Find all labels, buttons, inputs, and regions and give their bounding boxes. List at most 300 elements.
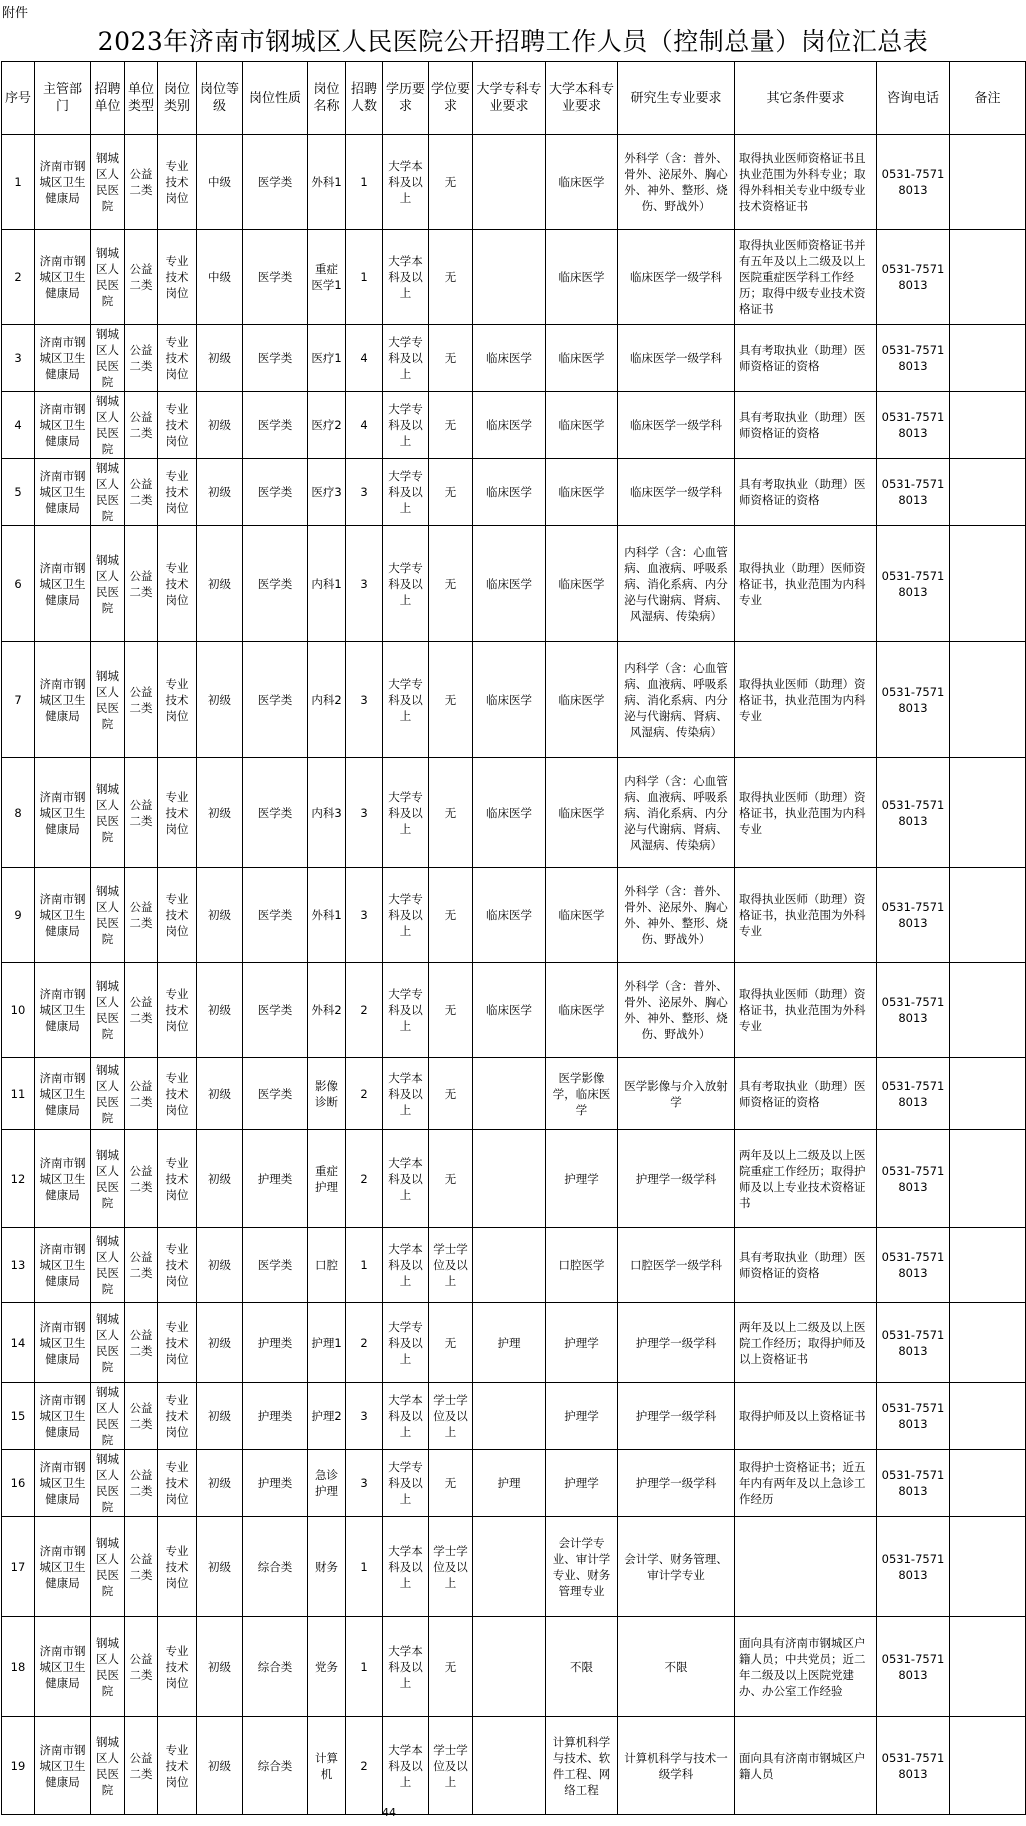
cell-no: 11 — [2, 1058, 35, 1130]
cell-dept: 济南市钢城区卫生健康局 — [35, 1450, 91, 1517]
cell-utype: 公益二类 — [125, 459, 158, 526]
cell-nature: 综合类 — [243, 1517, 308, 1617]
cell-grad: 外科学（含：普外、骨外、泌尿外、胸心外、神外、整形、烧伤、野战外） — [618, 963, 735, 1058]
cell-phone: 0531-75718013 — [877, 1517, 950, 1617]
cell-grad: 护理学一级学科 — [618, 1130, 735, 1228]
cell-other: 两年及以上二级及以上医院工作经历；取得护师及以上资格证书 — [735, 1303, 877, 1383]
cell-post: 外科2 — [308, 963, 346, 1058]
cell-degree: 无 — [429, 526, 473, 642]
cell-unit: 钢城区人民医院 — [91, 1617, 125, 1717]
cell-utype: 公益二类 — [125, 1617, 158, 1717]
cell-degree: 无 — [429, 758, 473, 868]
cell-note — [950, 526, 1026, 642]
cell-grad: 不限 — [618, 1617, 735, 1717]
cell-utype: 公益二类 — [125, 230, 158, 325]
cell-note — [950, 1617, 1026, 1717]
cell-utype: 公益二类 — [125, 1517, 158, 1617]
cell-grad: 临床医学一级学科 — [618, 459, 735, 526]
cell-num: 3 — [346, 642, 383, 758]
cell-phone: 0531-75718013 — [877, 758, 950, 868]
cell-unit: 钢城区人民医院 — [91, 1383, 125, 1450]
cell-level: 初级 — [197, 642, 243, 758]
cell-unit: 钢城区人民医院 — [91, 1450, 125, 1517]
cell-other: 取得执业（助理）医师资格证书，执业范围为内科专业 — [735, 526, 877, 642]
cell-cat: 专业技术岗位 — [158, 1058, 197, 1130]
cell-bachelor: 会计学专业、审计学专业、财务管理专业 — [546, 1517, 618, 1617]
cell-num: 3 — [346, 758, 383, 868]
cell-level: 中级 — [197, 135, 243, 230]
cell-utype: 公益二类 — [125, 1383, 158, 1450]
cell-unit: 钢城区人民医院 — [91, 526, 125, 642]
cell-other: 取得护士资格证书；近五年内有两年及以上急诊工作经历 — [735, 1450, 877, 1517]
cell-no: 8 — [2, 758, 35, 868]
cell-cat: 专业技术岗位 — [158, 1517, 197, 1617]
cell-unit: 钢城区人民医院 — [91, 1228, 125, 1303]
cell-num: 2 — [346, 1058, 383, 1130]
table-row — [2, 1130, 1026, 1228]
cell-note — [950, 868, 1026, 963]
header-cell: 备注 — [950, 62, 1026, 135]
cell-cat: 专业技术岗位 — [158, 135, 197, 230]
cell-level: 初级 — [197, 868, 243, 963]
cell-edu: 大学本科及以上 — [383, 135, 429, 230]
cell-edu: 大学本科及以上 — [383, 1717, 429, 1815]
cell-other: 两年及以上二级及以上医院重症工作经历；取得护师及以上专业技术资格证书 — [735, 1130, 877, 1228]
cell-bachelor: 临床医学 — [546, 135, 618, 230]
cell-level: 初级 — [197, 1617, 243, 1717]
cell-dept: 济南市钢城区卫生健康局 — [35, 135, 91, 230]
page-footer — [0, 1806, 1026, 1822]
table-row — [2, 642, 1026, 758]
cell-dept: 济南市钢城区卫生健康局 — [35, 642, 91, 758]
cell-edu: 大学专科及以上 — [383, 526, 429, 642]
cell-grad: 护理学一级学科 — [618, 1303, 735, 1383]
cell-note — [950, 1058, 1026, 1130]
cell-phone: 0531-75718013 — [877, 392, 950, 459]
table-row — [2, 1450, 1026, 1517]
cell-grad: 内科学（含：心血管病、血液病、呼吸系病、消化系病、内分泌与代谢病、肾病、风湿病、传染病） — [618, 642, 735, 758]
cell-edu: 大学本科及以上 — [383, 1517, 429, 1617]
cell-utype: 公益二类 — [125, 1303, 158, 1383]
cell-level: 初级 — [197, 1058, 243, 1130]
cell-grad: 会计学、财务管理、审计学专业 — [618, 1517, 735, 1617]
cell-num: 1 — [346, 1617, 383, 1717]
cell-nature: 医学类 — [243, 1228, 308, 1303]
cell-level: 初级 — [197, 963, 243, 1058]
cell-edu: 大学专科及以上 — [383, 325, 429, 392]
cell-phone: 0531-75718013 — [877, 963, 950, 1058]
cell-note — [950, 1383, 1026, 1450]
table-row — [2, 1717, 1026, 1815]
cell-cat: 专业技术岗位 — [158, 325, 197, 392]
table-row — [2, 1058, 1026, 1130]
cell-note — [950, 459, 1026, 526]
cell-no: 16 — [2, 1450, 35, 1517]
cell-junior: 临床医学 — [473, 642, 546, 758]
cell-other: 具有考取执业（助理）医师资格证的资格 — [735, 1228, 877, 1303]
cell-level: 初级 — [197, 1517, 243, 1617]
cell-nature: 医学类 — [243, 230, 308, 325]
cell-junior: 临床医学 — [473, 758, 546, 868]
cell-junior: 临床医学 — [473, 325, 546, 392]
cell-edu: 大学专科及以上 — [383, 1450, 429, 1517]
cell-level: 初级 — [197, 1717, 243, 1815]
cell-degree: 无 — [429, 325, 473, 392]
table-row — [2, 459, 1026, 526]
cell-unit: 钢城区人民医院 — [91, 758, 125, 868]
table-row — [2, 1303, 1026, 1383]
cell-unit: 钢城区人民医院 — [91, 325, 125, 392]
cell-post: 内科1 — [308, 526, 346, 642]
header-cell: 招聘人数 — [346, 62, 383, 135]
cell-junior — [473, 1058, 546, 1130]
cell-edu: 大学本科及以上 — [383, 1383, 429, 1450]
cell-phone: 0531-75718013 — [877, 526, 950, 642]
cell-post: 医疗1 — [308, 325, 346, 392]
cell-other: 面向具有济南市钢城区户籍人员；中共党员；近二年二级及以上医院党建办、办公室工作经验 — [735, 1617, 877, 1717]
cell-dept: 济南市钢城区卫生健康局 — [35, 325, 91, 392]
cell-no: 3 — [2, 325, 35, 392]
cell-num: 2 — [346, 1130, 383, 1228]
cell-edu: 大学专科及以上 — [383, 963, 429, 1058]
cell-other: 具有考取执业（助理）医师资格证的资格 — [735, 1058, 877, 1130]
cell-other: 具有考取执业（助理）医师资格证的资格 — [735, 325, 877, 392]
cell-cat: 专业技术岗位 — [158, 392, 197, 459]
cell-edu: 大学专科及以上 — [383, 1303, 429, 1383]
cell-level: 初级 — [197, 459, 243, 526]
cell-post: 内科3 — [308, 758, 346, 868]
cell-post: 医疗2 — [308, 392, 346, 459]
cell-dept: 济南市钢城区卫生健康局 — [35, 1717, 91, 1815]
cell-edu: 大学专科及以上 — [383, 459, 429, 526]
cell-utype: 公益二类 — [125, 642, 158, 758]
cell-level: 初级 — [197, 526, 243, 642]
cell-note — [950, 1450, 1026, 1517]
cell-post: 影像诊断 — [308, 1058, 346, 1130]
cell-unit: 钢城区人民医院 — [91, 642, 125, 758]
cell-utype: 公益二类 — [125, 526, 158, 642]
cell-degree: 无 — [429, 1450, 473, 1517]
cell-post: 重症护理 — [308, 1130, 346, 1228]
cell-note — [950, 325, 1026, 392]
cell-junior: 临床医学 — [473, 526, 546, 642]
cell-post: 党务 — [308, 1617, 346, 1717]
cell-bachelor: 临床医学 — [546, 758, 618, 868]
cell-no: 14 — [2, 1303, 35, 1383]
cell-phone: 0531-75718013 — [877, 1617, 950, 1717]
cell-degree: 无 — [429, 392, 473, 459]
cell-bachelor: 口腔医学 — [546, 1228, 618, 1303]
cell-edu: 大学本科及以上 — [383, 1617, 429, 1717]
cell-nature: 医学类 — [243, 459, 308, 526]
cell-other: 取得执业医师（助理）资格证书，执业范围为内科专业 — [735, 758, 877, 868]
document-title: 2023年济南市钢城区人民医院公开招聘工作人员（控制总量）岗位汇总表 — [97, 27, 929, 56]
cell-no: 5 — [2, 459, 35, 526]
table-body — [2, 135, 1026, 1815]
table-row — [2, 868, 1026, 963]
cell-cat: 专业技术岗位 — [158, 1717, 197, 1815]
cell-nature: 医学类 — [243, 135, 308, 230]
cell-degree: 无 — [429, 230, 473, 325]
cell-bachelor: 临床医学 — [546, 868, 618, 963]
cell-utype: 公益二类 — [125, 1130, 158, 1228]
header-cell: 其它条件要求 — [735, 62, 877, 135]
cell-phone: 0531-75718013 — [877, 642, 950, 758]
cell-post: 护理1 — [308, 1303, 346, 1383]
cell-level: 初级 — [197, 1228, 243, 1303]
cell-no: 7 — [2, 642, 35, 758]
cell-junior — [473, 1717, 546, 1815]
cell-grad: 临床医学一级学科 — [618, 325, 735, 392]
cell-no: 9 — [2, 868, 35, 963]
cell-num: 3 — [346, 526, 383, 642]
cell-note — [950, 1717, 1026, 1815]
cell-degree: 无 — [429, 963, 473, 1058]
cell-level: 初级 — [197, 1303, 243, 1383]
header-cell: 序号 — [2, 62, 35, 135]
cell-nature: 医学类 — [243, 642, 308, 758]
cell-dept: 济南市钢城区卫生健康局 — [35, 868, 91, 963]
table-row — [2, 392, 1026, 459]
cell-unit: 钢城区人民医院 — [91, 392, 125, 459]
cell-phone: 0531-75718013 — [877, 1717, 950, 1815]
cell-note — [950, 758, 1026, 868]
cell-unit: 钢城区人民医院 — [91, 1130, 125, 1228]
cell-utype: 公益二类 — [125, 325, 158, 392]
cell-other: 取得执业医师资格证书且执业范围为外科专业；取得外科相关专业中级专业技术资格证书 — [735, 135, 877, 230]
header-cell: 大学本科专业要求 — [546, 62, 618, 135]
cell-post: 计算机 — [308, 1717, 346, 1815]
cell-nature: 护理类 — [243, 1450, 308, 1517]
cell-num: 3 — [346, 459, 383, 526]
header-cell: 岗位等级 — [197, 62, 243, 135]
cell-bachelor: 临床医学 — [546, 963, 618, 1058]
cell-nature: 医学类 — [243, 325, 308, 392]
cell-note — [950, 1130, 1026, 1228]
cell-dept: 济南市钢城区卫生健康局 — [35, 1058, 91, 1130]
cell-bachelor: 临床医学 — [546, 642, 618, 758]
cell-cat: 专业技术岗位 — [158, 1450, 197, 1517]
header-cell: 咨询电话 — [877, 62, 950, 135]
cell-junior: 临床医学 — [473, 392, 546, 459]
table-row — [2, 1228, 1026, 1303]
cell-nature: 护理类 — [243, 1383, 308, 1450]
cell-post: 外科1 — [308, 135, 346, 230]
cell-junior — [473, 1228, 546, 1303]
cell-nature: 医学类 — [243, 392, 308, 459]
header-cell: 岗位名称 — [308, 62, 346, 135]
cell-num: 2 — [346, 1717, 383, 1815]
cell-note — [950, 230, 1026, 325]
cell-other: 取得执业医师（助理）资格证书，执业范围为内科专业 — [735, 642, 877, 758]
cell-dept: 济南市钢城区卫生健康局 — [35, 758, 91, 868]
cell-cat: 专业技术岗位 — [158, 1130, 197, 1228]
cell-num: 1 — [346, 1228, 383, 1303]
cell-nature: 医学类 — [243, 868, 308, 963]
cell-note — [950, 1517, 1026, 1617]
cell-bachelor: 计算机科学与技术、软件工程、网络工程 — [546, 1717, 618, 1815]
cell-edu: 大学专科及以上 — [383, 758, 429, 868]
cell-phone: 0531-75718013 — [877, 1228, 950, 1303]
cell-dept: 济南市钢城区卫生健康局 — [35, 459, 91, 526]
cell-utype: 公益二类 — [125, 1228, 158, 1303]
header-cell: 学历要求 — [383, 62, 429, 135]
cell-bachelor: 护理学 — [546, 1383, 618, 1450]
table-row — [2, 758, 1026, 868]
cell-phone: 0531-75718013 — [877, 1130, 950, 1228]
cell-edu: 大学专科及以上 — [383, 642, 429, 758]
cell-dept: 济南市钢城区卫生健康局 — [35, 1517, 91, 1617]
cell-bachelor: 临床医学 — [546, 459, 618, 526]
header-row — [2, 62, 1026, 135]
cell-nature: 护理类 — [243, 1303, 308, 1383]
cell-nature: 综合类 — [243, 1617, 308, 1717]
cell-grad: 内科学（含：心血管病、血液病、呼吸系病、消化系病、内分泌与代谢病、肾病、风湿病、传染病） — [618, 526, 735, 642]
cell-other: 取得护师及以上资格证书 — [735, 1383, 877, 1450]
table-row — [2, 325, 1026, 392]
cell-num: 3 — [346, 1450, 383, 1517]
cell-junior: 护理 — [473, 1303, 546, 1383]
table-row — [2, 230, 1026, 325]
cell-unit: 钢城区人民医院 — [91, 868, 125, 963]
cell-num: 1 — [346, 135, 383, 230]
cell-note — [950, 1228, 1026, 1303]
cell-utype: 公益二类 — [125, 1450, 158, 1517]
cell-unit: 钢城区人民医院 — [91, 1717, 125, 1815]
cell-note — [950, 1303, 1026, 1383]
cell-cat: 专业技术岗位 — [158, 758, 197, 868]
cell-grad: 护理学一级学科 — [618, 1383, 735, 1450]
cell-dept: 济南市钢城区卫生健康局 — [35, 1130, 91, 1228]
header-cell: 主管部门 — [35, 62, 91, 135]
cell-edu: 大学本科及以上 — [383, 1130, 429, 1228]
cell-cat: 专业技术岗位 — [158, 459, 197, 526]
recruitment-table — [1, 61, 1026, 1815]
cell-no: 6 — [2, 526, 35, 642]
cell-phone: 0531-75718013 — [877, 325, 950, 392]
cell-edu: 大学专科及以上 — [383, 392, 429, 459]
cell-post: 内科2 — [308, 642, 346, 758]
cell-note — [950, 392, 1026, 459]
cell-other — [735, 1517, 877, 1617]
cell-no: 10 — [2, 963, 35, 1058]
cell-grad: 外科学（含：普外、骨外、泌尿外、胸心外、神外、整形、烧伤、野战外） — [618, 135, 735, 230]
cell-bachelor: 护理学 — [546, 1130, 618, 1228]
cell-unit: 钢城区人民医院 — [91, 963, 125, 1058]
cell-post: 重症医学1 — [308, 230, 346, 325]
cell-phone: 0531-75718013 — [877, 1450, 950, 1517]
cell-other: 面向具有济南市钢城区户籍人员 — [735, 1717, 877, 1815]
cell-junior: 护理 — [473, 1450, 546, 1517]
cell-note — [950, 135, 1026, 230]
cell-bachelor: 临床医学 — [546, 392, 618, 459]
cell-degree: 无 — [429, 1058, 473, 1130]
cell-other: 具有考取执业（助理）医师资格证的资格 — [735, 459, 877, 526]
cell-no: 4 — [2, 392, 35, 459]
header-cell: 单位类型 — [125, 62, 158, 135]
cell-level: 初级 — [197, 392, 243, 459]
cell-dept: 济南市钢城区卫生健康局 — [35, 1303, 91, 1383]
cell-no: 19 — [2, 1717, 35, 1815]
cell-no: 2 — [2, 230, 35, 325]
cell-unit: 钢城区人民医院 — [91, 230, 125, 325]
cell-cat: 专业技术岗位 — [158, 230, 197, 325]
cell-cat: 专业技术岗位 — [158, 1228, 197, 1303]
cell-bachelor: 临床医学 — [546, 325, 618, 392]
cell-level: 初级 — [197, 1130, 243, 1228]
cell-dept: 济南市钢城区卫生健康局 — [35, 1617, 91, 1717]
cell-level: 中级 — [197, 230, 243, 325]
cell-phone: 0531-75718013 — [877, 1058, 950, 1130]
cell-nature: 综合类 — [243, 1717, 308, 1815]
cell-other: 取得执业医师资格证书并有五年及以上二级及以上医院重症医学科工作经历；取得中级专业技术资格证书 — [735, 230, 877, 325]
cell-no: 1 — [2, 135, 35, 230]
cell-unit: 钢城区人民医院 — [91, 1303, 125, 1383]
cell-post: 医疗3 — [308, 459, 346, 526]
page-number: 44 — [382, 1806, 396, 1819]
cell-phone: 0531-75718013 — [877, 1303, 950, 1383]
cell-nature: 护理类 — [243, 1130, 308, 1228]
table-row — [2, 526, 1026, 642]
table-row — [2, 963, 1026, 1058]
cell-other: 具有考取执业（助理）医师资格证的资格 — [735, 392, 877, 459]
cell-other: 取得执业医师（助理）资格证书，执业范围为外科专业 — [735, 868, 877, 963]
cell-grad: 护理学一级学科 — [618, 1450, 735, 1517]
cell-num: 1 — [346, 230, 383, 325]
cell-degree: 学士学位及以上 — [429, 1717, 473, 1815]
cell-degree: 无 — [429, 135, 473, 230]
cell-phone: 0531-75718013 — [877, 230, 950, 325]
cell-utype: 公益二类 — [125, 758, 158, 868]
cell-no: 17 — [2, 1517, 35, 1617]
cell-degree: 学士学位及以上 — [429, 1383, 473, 1450]
cell-cat: 专业技术岗位 — [158, 642, 197, 758]
cell-post: 护理2 — [308, 1383, 346, 1450]
cell-grad: 临床医学一级学科 — [618, 392, 735, 459]
cell-dept: 济南市钢城区卫生健康局 — [35, 1228, 91, 1303]
cell-utype: 公益二类 — [125, 135, 158, 230]
cell-cat: 专业技术岗位 — [158, 1383, 197, 1450]
cell-dept: 济南市钢城区卫生健康局 — [35, 230, 91, 325]
cell-num: 4 — [346, 392, 383, 459]
cell-bachelor: 临床医学 — [546, 230, 618, 325]
cell-nature: 医学类 — [243, 1058, 308, 1130]
cell-junior — [473, 1383, 546, 1450]
cell-dept: 济南市钢城区卫生健康局 — [35, 963, 91, 1058]
cell-bachelor: 不限 — [546, 1617, 618, 1717]
cell-degree: 无 — [429, 1130, 473, 1228]
cell-junior — [473, 1517, 546, 1617]
cell-phone: 0531-75718013 — [877, 868, 950, 963]
cell-cat: 专业技术岗位 — [158, 1617, 197, 1717]
cell-unit: 钢城区人民医院 — [91, 135, 125, 230]
cell-num: 1 — [346, 1517, 383, 1617]
cell-grad: 口腔医学一级学科 — [618, 1228, 735, 1303]
cell-post: 财务 — [308, 1517, 346, 1617]
cell-cat: 专业技术岗位 — [158, 868, 197, 963]
cell-level: 初级 — [197, 1383, 243, 1450]
cell-unit: 钢城区人民医院 — [91, 1058, 125, 1130]
cell-note — [950, 642, 1026, 758]
cell-dept: 济南市钢城区卫生健康局 — [35, 392, 91, 459]
table-row — [2, 1383, 1026, 1450]
cell-degree: 无 — [429, 642, 473, 758]
cell-unit: 钢城区人民医院 — [91, 1517, 125, 1617]
cell-bachelor: 医学影像学，临床医学 — [546, 1058, 618, 1130]
cell-other: 取得执业医师（助理）资格证书，执业范围为外科专业 — [735, 963, 877, 1058]
cell-utype: 公益二类 — [125, 1717, 158, 1815]
cell-cat: 专业技术岗位 — [158, 963, 197, 1058]
